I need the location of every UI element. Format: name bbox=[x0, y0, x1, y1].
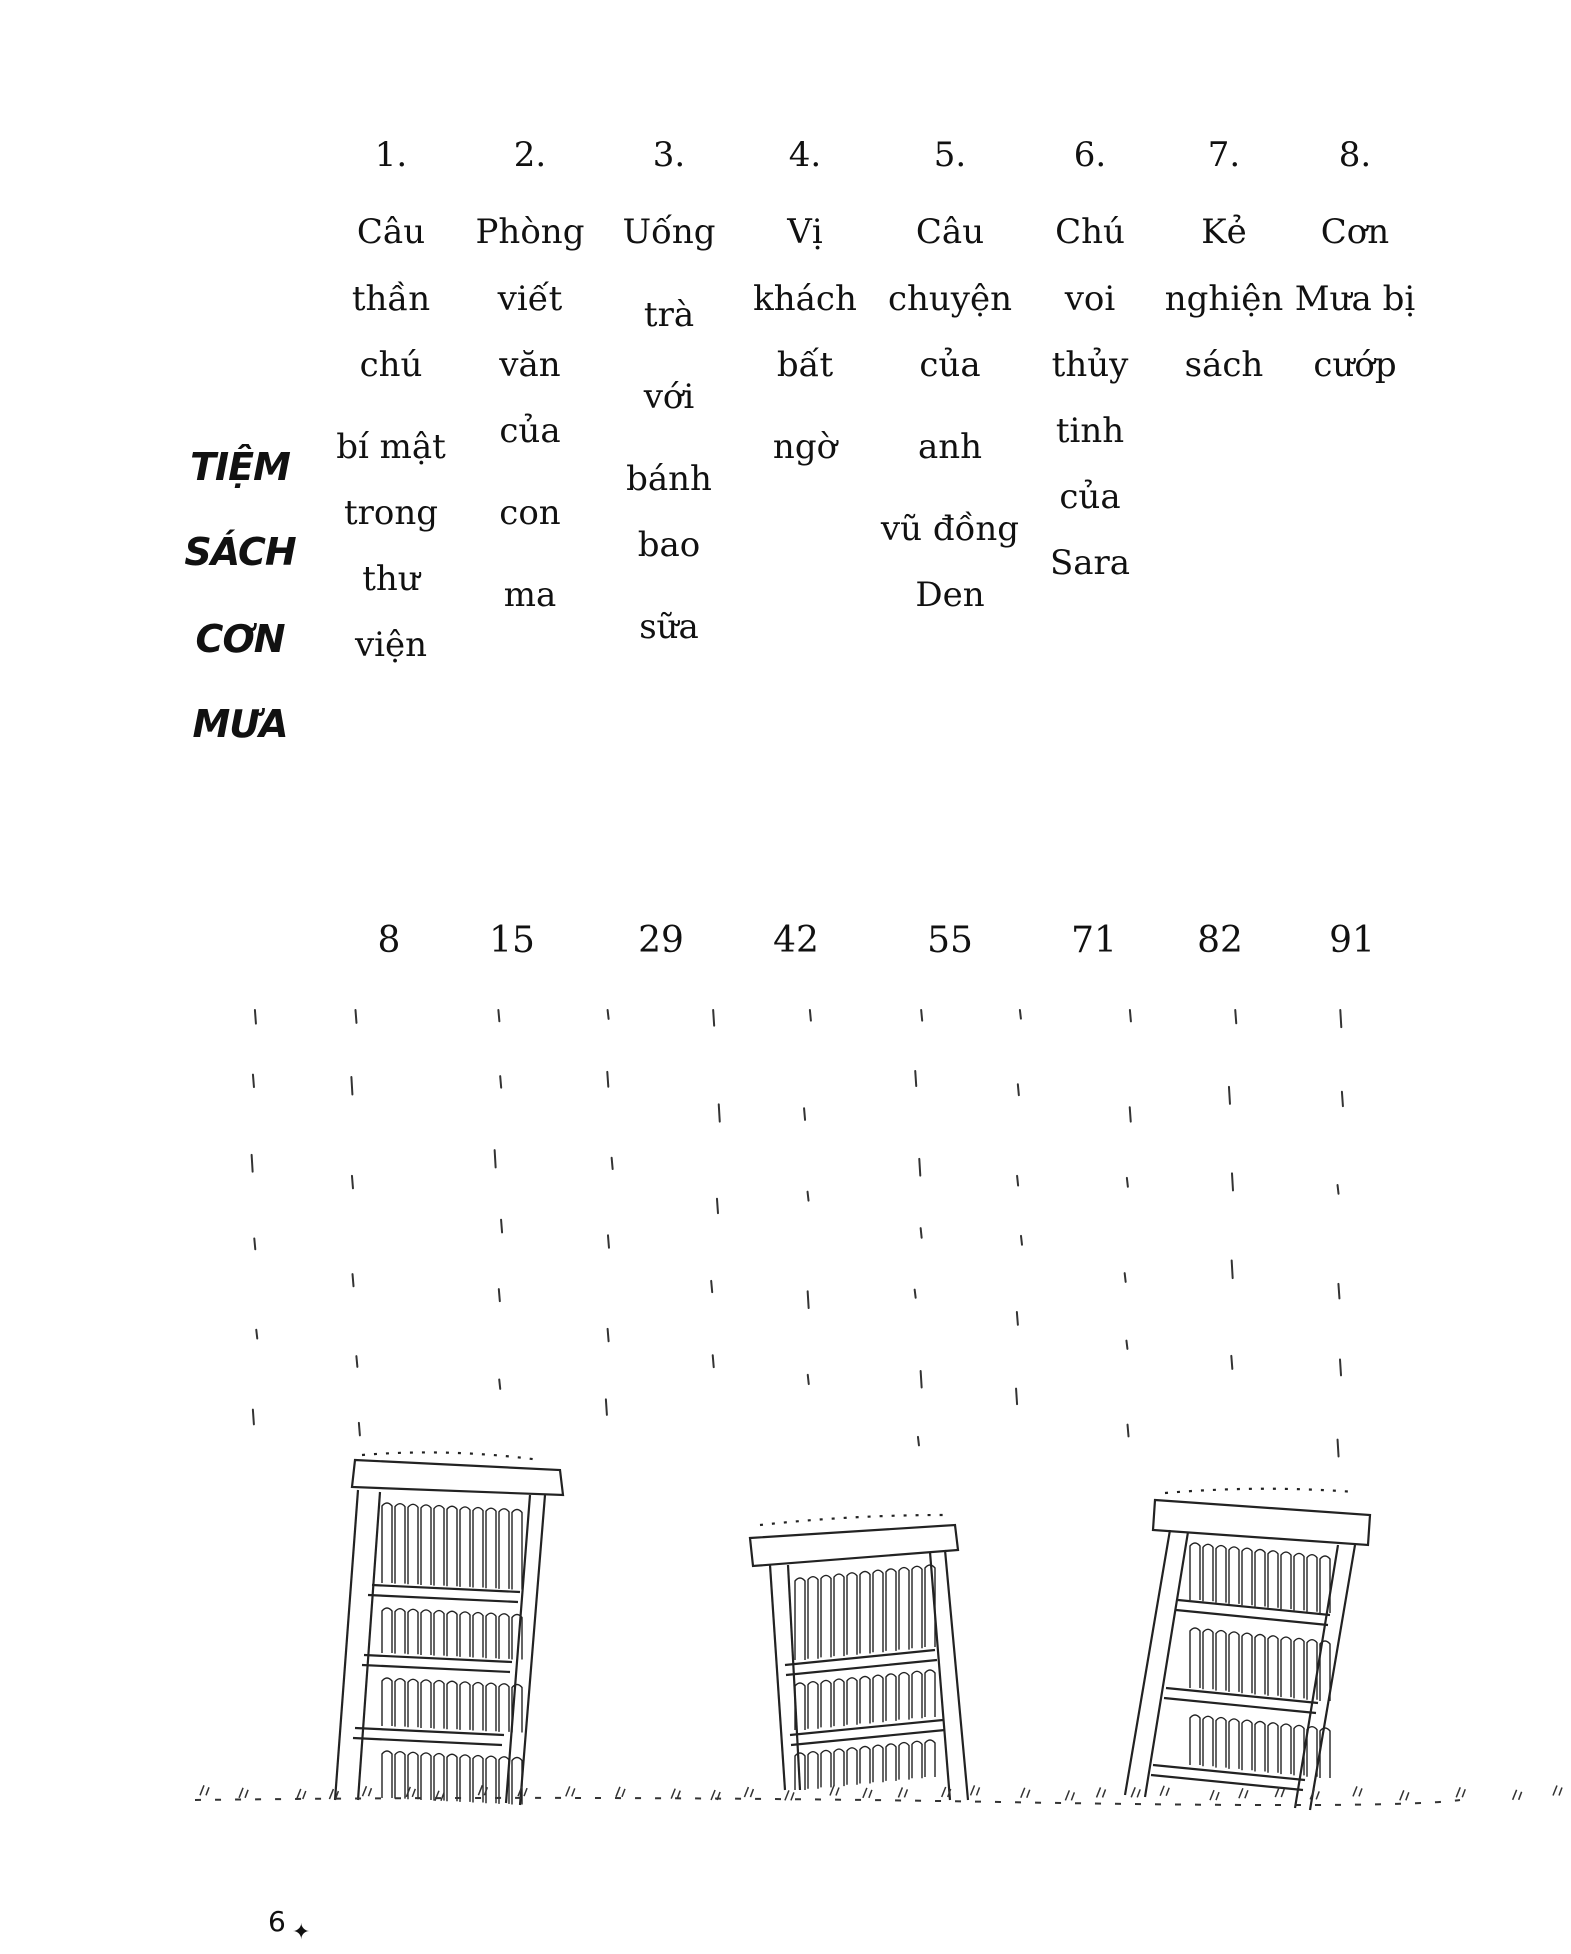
chapter-title-line: ma bbox=[503, 575, 557, 615]
rain-drop bbox=[804, 1108, 805, 1120]
chapter-number: 1. bbox=[374, 135, 408, 175]
rain-drop bbox=[253, 1075, 254, 1087]
rain-drop bbox=[1128, 1425, 1129, 1437]
chapter-number: 6. bbox=[1073, 135, 1107, 175]
rain-drop bbox=[1340, 1360, 1341, 1376]
rain-drop bbox=[919, 1159, 920, 1176]
book-spine bbox=[473, 1683, 483, 1731]
chapter-title-line: thủy bbox=[1051, 345, 1129, 385]
book-spine bbox=[1190, 1543, 1200, 1600]
book-spine bbox=[1203, 1544, 1213, 1601]
rain-drop bbox=[355, 1010, 356, 1023]
title-word: MƯA bbox=[192, 702, 288, 746]
chapter-title-line: bánh bbox=[626, 459, 712, 499]
book-spine bbox=[1307, 1555, 1317, 1612]
book-spine bbox=[1242, 1548, 1252, 1605]
book-spine bbox=[421, 1680, 431, 1728]
book-spine bbox=[1203, 1629, 1213, 1689]
sparkle-icon: ✦ bbox=[292, 1920, 311, 1945]
grass-tuft bbox=[1456, 1787, 1465, 1797]
rain-drop bbox=[495, 1150, 496, 1167]
grass-tuft bbox=[1553, 1786, 1562, 1796]
rain-drop bbox=[808, 1192, 809, 1201]
book-spine bbox=[1268, 1551, 1278, 1608]
book-spine bbox=[1294, 1553, 1304, 1610]
chapter-title-line: với bbox=[643, 377, 695, 417]
book-spine bbox=[1242, 1720, 1252, 1770]
book-spine bbox=[421, 1610, 431, 1655]
page-number[interactable]: 91 bbox=[1329, 920, 1375, 961]
chapter-title-line: của bbox=[919, 345, 981, 385]
book-spine bbox=[1229, 1632, 1239, 1692]
chapter-title-line: Chú bbox=[1055, 212, 1125, 252]
book-spine bbox=[1255, 1635, 1265, 1695]
rain-drop bbox=[1016, 1389, 1017, 1405]
grass-tuft bbox=[329, 1789, 338, 1799]
chapter-title-line: sữa bbox=[639, 607, 699, 647]
rain-drop bbox=[1125, 1273, 1126, 1282]
page-number[interactable]: 42 bbox=[773, 920, 819, 961]
book-spine bbox=[486, 1683, 496, 1731]
page-number[interactable]: 82 bbox=[1197, 920, 1243, 961]
book-spine bbox=[408, 1504, 418, 1584]
chapter-title-line: thư bbox=[362, 559, 420, 599]
rain-drop bbox=[1020, 1010, 1021, 1019]
rain-drop bbox=[255, 1010, 256, 1024]
ground-grass bbox=[195, 1785, 1562, 1805]
book-spine bbox=[1281, 1637, 1291, 1697]
grass-tuft bbox=[297, 1789, 306, 1799]
book-spine bbox=[447, 1681, 457, 1729]
grass-tuft bbox=[898, 1787, 907, 1797]
book-spine bbox=[382, 1751, 392, 1798]
rain-drop bbox=[352, 1176, 353, 1188]
chapter-title-line: con bbox=[499, 493, 561, 533]
book-spine bbox=[847, 1678, 857, 1725]
book-spine bbox=[860, 1747, 870, 1784]
book-spine bbox=[1307, 1727, 1317, 1777]
book-spine bbox=[473, 1508, 483, 1588]
rain-drop bbox=[1342, 1092, 1343, 1106]
rain-drop bbox=[808, 1291, 809, 1308]
book-spine bbox=[395, 1752, 405, 1799]
chapter-title-line: bao bbox=[637, 525, 701, 565]
chapter-title-line: Uống bbox=[622, 212, 716, 252]
chapter-title-line: trong bbox=[343, 493, 439, 533]
book-spine bbox=[1320, 1728, 1330, 1778]
chapter-title-line: Kẻ bbox=[1201, 212, 1247, 252]
chapter-title-line: bất bbox=[776, 345, 834, 385]
book-spine bbox=[486, 1613, 496, 1658]
book-spine bbox=[434, 1506, 444, 1586]
book-spine bbox=[1307, 1640, 1317, 1700]
book-spine bbox=[447, 1506, 457, 1586]
book-spine bbox=[1268, 1723, 1278, 1773]
chapter-number: 4. bbox=[788, 135, 822, 175]
grass-tuft bbox=[1310, 1789, 1319, 1799]
rain-drop bbox=[921, 1228, 922, 1238]
book-spine bbox=[408, 1752, 418, 1799]
rain-drop bbox=[499, 1289, 500, 1301]
rain-drop bbox=[1235, 1010, 1236, 1023]
chapter-title-line: ngờ bbox=[772, 427, 838, 467]
chapter-title-line: Vị bbox=[787, 212, 823, 252]
book-spine bbox=[499, 1684, 509, 1732]
chapter-title-line: viết bbox=[497, 279, 563, 319]
rain-drop bbox=[351, 1077, 352, 1094]
rain-drop bbox=[500, 1076, 501, 1088]
rain-drop bbox=[1338, 1284, 1339, 1299]
grass-tuft bbox=[362, 1786, 371, 1796]
book-spine bbox=[886, 1744, 896, 1781]
grass-tuft bbox=[200, 1785, 209, 1795]
chapter-title-line: voi bbox=[1064, 279, 1116, 319]
rain-drop bbox=[1130, 1107, 1131, 1121]
rain-drop bbox=[608, 1329, 609, 1341]
book-spine bbox=[460, 1612, 470, 1657]
rain-drop bbox=[607, 1072, 608, 1087]
book-spine bbox=[1281, 1724, 1291, 1774]
grass-tuft bbox=[744, 1787, 753, 1797]
book-spine bbox=[873, 1745, 883, 1782]
book-spine bbox=[1216, 1718, 1226, 1768]
rain-drop bbox=[1231, 1356, 1232, 1369]
grass-tuft bbox=[1353, 1786, 1362, 1796]
book-spine bbox=[834, 1749, 844, 1786]
bookshelf-left bbox=[335, 1452, 563, 1805]
book-spine bbox=[1190, 1715, 1200, 1765]
grass-tuft bbox=[863, 1788, 872, 1798]
book-spine bbox=[873, 1570, 883, 1652]
rain-drop bbox=[1126, 1341, 1127, 1349]
grass-tuft bbox=[1239, 1788, 1248, 1798]
book-spine bbox=[847, 1573, 857, 1655]
book-spine bbox=[808, 1752, 818, 1789]
grass-tuft bbox=[1210, 1790, 1219, 1800]
rain-drop bbox=[713, 1355, 714, 1367]
grass-tuft bbox=[671, 1789, 680, 1799]
folio-page-number: 6 bbox=[268, 1905, 286, 1938]
chapter-number: 8. bbox=[1338, 135, 1372, 175]
rain-drop bbox=[810, 1010, 811, 1021]
book-spine bbox=[460, 1507, 470, 1587]
book-spine bbox=[421, 1505, 431, 1585]
chapter-title-line: cướp bbox=[1313, 345, 1397, 385]
book-spine bbox=[925, 1670, 935, 1717]
chapter-title-line: của bbox=[1059, 477, 1121, 517]
rain-drop bbox=[1127, 1178, 1128, 1187]
rain-drop bbox=[1340, 1010, 1341, 1027]
grass-tuft bbox=[1021, 1788, 1030, 1798]
rain-drop bbox=[915, 1071, 916, 1086]
title-word: CƠN bbox=[195, 617, 285, 661]
book-spine bbox=[1229, 1547, 1239, 1604]
chapter-title-line: viện bbox=[354, 625, 428, 665]
book-spine bbox=[912, 1566, 922, 1648]
book-spine bbox=[395, 1504, 405, 1584]
chapter-number: 5. bbox=[933, 135, 967, 175]
rain-drop bbox=[1338, 1440, 1339, 1457]
page-number[interactable]: 55 bbox=[927, 920, 973, 961]
rain-drop bbox=[915, 1290, 916, 1298]
rain-drop bbox=[1338, 1185, 1339, 1194]
chapter-title-line: trà bbox=[643, 295, 695, 335]
book-spine bbox=[821, 1750, 831, 1787]
grass-tuft bbox=[435, 1791, 444, 1801]
rain-drop bbox=[1017, 1312, 1018, 1325]
chapter-title-line: của bbox=[499, 411, 561, 451]
rain-drops bbox=[252, 1010, 1343, 1456]
book-spine bbox=[1255, 1722, 1265, 1772]
grass-tuft bbox=[785, 1790, 794, 1800]
book-spine bbox=[408, 1609, 418, 1654]
page-number[interactable]: 15 bbox=[489, 920, 535, 961]
book-spine bbox=[395, 1679, 405, 1727]
chapter-title-line: Phòng bbox=[475, 212, 585, 252]
title-word: TIỆM bbox=[190, 445, 290, 489]
rain-drop bbox=[608, 1010, 609, 1019]
book-spine bbox=[1268, 1636, 1278, 1696]
rain-drop bbox=[921, 1371, 922, 1387]
book-spine bbox=[395, 1609, 405, 1654]
rain-drop bbox=[353, 1274, 354, 1286]
book-spine bbox=[925, 1740, 935, 1777]
rain-drop bbox=[608, 1235, 609, 1247]
book-spine bbox=[886, 1569, 896, 1651]
bookshelf-right bbox=[1125, 1489, 1370, 1810]
chapter-title-line: tinh bbox=[1055, 411, 1125, 451]
page-number[interactable]: 29 bbox=[638, 920, 684, 961]
grass-tuft bbox=[566, 1786, 575, 1796]
book-spine bbox=[847, 1748, 857, 1785]
rain-drop bbox=[921, 1010, 922, 1021]
chapter-title-line: sách bbox=[1184, 345, 1264, 385]
chapter-title-line: bí mật bbox=[336, 427, 446, 467]
book-spine bbox=[912, 1671, 922, 1718]
rain-drop bbox=[1229, 1087, 1230, 1104]
book-spine bbox=[382, 1608, 392, 1653]
book-spine bbox=[795, 1578, 805, 1660]
book-spine bbox=[512, 1510, 522, 1590]
book-spine bbox=[886, 1674, 896, 1721]
rain-drop bbox=[1232, 1173, 1233, 1190]
rain-drop bbox=[1018, 1084, 1019, 1095]
chapter-title-line: Câu bbox=[915, 212, 985, 252]
chapter-title-line: Mưa bị bbox=[1294, 279, 1416, 319]
rain-drop bbox=[253, 1410, 254, 1425]
book-spine bbox=[808, 1682, 818, 1729]
rain-drop bbox=[1130, 1010, 1131, 1021]
book-spine bbox=[382, 1678, 392, 1726]
book-spine bbox=[1203, 1716, 1213, 1766]
rain-drop bbox=[918, 1437, 919, 1446]
book-spine bbox=[1190, 1628, 1200, 1688]
book-spine bbox=[473, 1756, 483, 1803]
book-spine bbox=[860, 1572, 870, 1654]
book-spine bbox=[460, 1755, 470, 1802]
rain-and-bookshelves-illustration bbox=[0, 990, 1571, 1820]
rain-drop bbox=[808, 1375, 809, 1384]
book-spine bbox=[808, 1577, 818, 1659]
book-spine bbox=[1242, 1633, 1252, 1693]
book-spine bbox=[860, 1677, 870, 1724]
book-spine bbox=[821, 1575, 831, 1657]
book-spine bbox=[912, 1741, 922, 1778]
book-spine bbox=[1229, 1719, 1239, 1769]
book-spine bbox=[486, 1508, 496, 1588]
book-spine bbox=[473, 1613, 483, 1658]
book-spine bbox=[834, 1679, 844, 1726]
book-spine bbox=[1294, 1638, 1304, 1698]
page-number[interactable]: 8 bbox=[377, 920, 401, 961]
book-spine bbox=[408, 1679, 418, 1727]
grass-tuft bbox=[1160, 1786, 1169, 1796]
grass-tuft bbox=[239, 1788, 248, 1798]
rain-drop bbox=[1021, 1236, 1022, 1245]
book-spine bbox=[447, 1611, 457, 1656]
rain-drop bbox=[499, 1379, 500, 1388]
grass-tuft bbox=[1065, 1790, 1074, 1800]
book-spine bbox=[434, 1754, 444, 1801]
rain-drop bbox=[711, 1281, 712, 1292]
rain-drop bbox=[498, 1010, 499, 1021]
book-spine bbox=[434, 1681, 444, 1729]
chapter-title-line: khách bbox=[753, 279, 857, 319]
chapter-title-line: Câu bbox=[356, 212, 426, 252]
chapter-title-line: Cơn bbox=[1320, 212, 1390, 252]
book-spine bbox=[460, 1682, 470, 1730]
book-spine bbox=[899, 1743, 909, 1780]
book-spine bbox=[499, 1614, 509, 1659]
book-spine bbox=[899, 1568, 909, 1650]
chapter-number: 2. bbox=[513, 135, 547, 175]
book-spine bbox=[447, 1754, 457, 1801]
book-spine bbox=[899, 1673, 909, 1720]
rain-drop bbox=[356, 1356, 357, 1367]
grass-tuft bbox=[1097, 1787, 1106, 1797]
rain-drop bbox=[252, 1155, 253, 1172]
rain-drop bbox=[717, 1199, 718, 1213]
book-spine bbox=[1216, 1546, 1226, 1603]
grass-tuft bbox=[1513, 1790, 1522, 1800]
chapter-number: 7. bbox=[1207, 135, 1241, 175]
chapter-title-line: văn bbox=[499, 345, 561, 385]
book-spine bbox=[1255, 1550, 1265, 1607]
chapter-title-line: nghiện bbox=[1164, 279, 1284, 319]
rain-drop bbox=[713, 1010, 714, 1026]
rain-drop bbox=[254, 1238, 255, 1249]
chapter-title-line: thần bbox=[351, 279, 431, 319]
book-spine bbox=[834, 1574, 844, 1656]
chapter-title-line: Den bbox=[915, 575, 985, 615]
book-spine bbox=[821, 1680, 831, 1727]
book-spine bbox=[873, 1675, 883, 1722]
grass-tuft bbox=[1131, 1787, 1140, 1797]
grass-tuft bbox=[1400, 1790, 1409, 1800]
title-word: SÁCH bbox=[184, 530, 296, 574]
rain-drop bbox=[1017, 1176, 1018, 1186]
rain-drop bbox=[501, 1220, 502, 1233]
rain-drop bbox=[606, 1399, 607, 1414]
book-spine bbox=[382, 1503, 392, 1583]
book-spine bbox=[1216, 1631, 1226, 1691]
chapter-title-line: chú bbox=[359, 345, 423, 385]
chapter-title-line: chuyện bbox=[887, 279, 1013, 319]
chapter-title-line: Sara bbox=[1049, 543, 1131, 583]
rain-drop bbox=[359, 1423, 360, 1435]
book-spine bbox=[499, 1509, 509, 1589]
rain-drop bbox=[256, 1330, 257, 1339]
book-spine bbox=[421, 1753, 431, 1800]
rain-drop bbox=[612, 1158, 613, 1169]
page-number[interactable]: 71 bbox=[1071, 920, 1117, 961]
chapter-number: 3. bbox=[652, 135, 686, 175]
book-spine bbox=[1281, 1552, 1291, 1609]
rain-drop bbox=[719, 1104, 720, 1121]
book-spine bbox=[486, 1756, 496, 1803]
chapter-title-line: anh bbox=[917, 427, 983, 467]
book-spine bbox=[434, 1611, 444, 1656]
chapter-title-line: vũ đồng bbox=[880, 509, 1020, 549]
grass-tuft bbox=[616, 1787, 625, 1797]
grass-tuft bbox=[971, 1785, 980, 1795]
rain-drop bbox=[1232, 1260, 1233, 1278]
bookshelf-middle bbox=[750, 1515, 968, 1800]
